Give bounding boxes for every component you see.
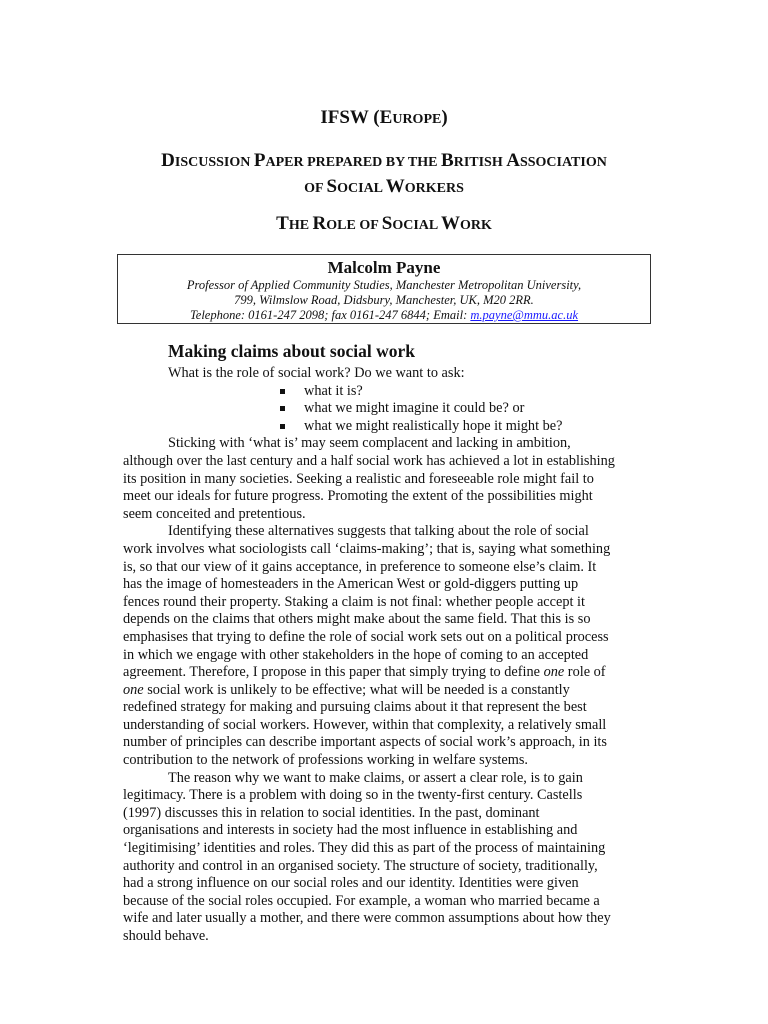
author-affiliation-line-1: Professor of Applied Community Studies, Manchester Metropolitan University, [186,278,582,292]
paragraph-2-rest [123,699,647,769]
intro-question: What is the role of social work? Do we want to ask: [168,365,465,381]
paragraph-1-line: its position in many societies. Seeking a realistic and foreseeable role might fail to [123,470,594,487]
paragraph-2-line: in which we engage with other stakeholders in the hope of coming to an accepted [123,646,589,663]
paragraph-2 [123,523,647,664]
paragraph-3-line: organisations and interests in society had the most influence in establishing and [123,822,578,839]
paper-title-rest-2: OCIAL [392,218,441,233]
bullet-text: what we might imagine it could be? or [304,400,525,417]
paragraph-1-line: seem conceited and pretentious. [123,505,306,522]
subtitle-line-2-rest-0: OF [304,181,327,196]
paper-title-cap-1: R [312,213,327,234]
paragraph-3-line: should behave. [123,928,209,944]
paragraph-3-line: had a strong influence on our social roles and our identity. Identities were given [123,875,579,892]
subtitle-line-1-cap-2: B [441,150,454,171]
paper-title-rest-1: OLE OF [326,218,382,233]
org-title: IFSW (EUROPE) [320,107,448,128]
paragraph-2-line: has the image of homesteaders in the American West or gold-diggers putting up [123,576,579,593]
paragraph-2-line: depends on the claims that others might make about the same field. That this is so [123,611,591,628]
bullet-item [123,400,647,418]
paragraph-2-emph-line: agreement. Therefore, I propose in this paper that simply trying to define one role of [123,664,606,681]
author-name: Malcolm Payne [327,258,441,277]
paragraph-3-line: The reason why we want to make claims, or assert a clear role, is to gain [168,769,583,786]
paragraph-3-line: wife and later usually a mother, and there were common assumptions about how they [123,910,611,927]
paragraph-2-line: contribution to the network of professions working in welfare systems. [123,752,529,769]
body-text [123,365,647,946]
paragraph-1 [123,435,647,523]
subtitle-line-1-cap-1: P [253,150,266,171]
subtitle-line-1-rest-3: SSOCIATION [519,155,607,170]
paragraph-3 [123,770,647,946]
author-box [117,254,651,324]
author-affiliation-line-2: 799, Wilmslow Road, Didsbury, Manchester, UK, M20 2RR. [234,293,534,307]
bullet-text: what it is? [304,382,363,399]
paragraph-3-line: because of the social roles occupied. For example, a woman who married became a [123,892,600,909]
bullet-item [123,383,647,401]
discussion-paper-subtitle [0,149,768,201]
paragraph-2-line: emphasises that trying to define the role of social work sets out on a political process [123,628,609,645]
paragraph-2-line: number of principles can describe important aspects of social work’s approach, in its [123,734,607,751]
subtitle-line-2-rest-1: OCIAL [337,181,386,196]
paragraph-1-line: Sticking with ‘what is’ may seem complacent and lacking in ambition, [168,435,571,452]
bullet-list [123,383,647,436]
subtitle-line-1-cap-3: A [506,150,520,171]
bullet-item [123,418,647,436]
paragraph-3-line: legitimacy. There is a problem with doing so in the twenty-first century. Castells [123,787,583,804]
paragraph-2-line: redefined strategy for making and pursuing claims about it that represent the best [123,699,587,716]
paragraph-3-line: (1997) discusses this in relation to social identities. In the past, dominant [123,804,540,821]
bullet-square-icon [280,424,285,429]
paragraph-2-line: is, so that our view of it gains acceptance, in preference to someone else’s claim. It [123,558,597,575]
paragraph-3-line: authority and control in an organised society. The structure of society, traditionally, [123,857,598,874]
bullet-square-icon [280,389,285,394]
email-link[interactable]: m.payne@mmu.ac.uk [470,308,579,322]
paragraph-2-line: Identifying these alternatives suggests that talking about the role of social [168,523,589,540]
paragraph-2-emph-line-2: one social work is unlikely to be effective; what will be needed is a constantly [123,681,570,698]
paragraph-2-line: work involves what sociologists call ‘claims-making’; that is, saying what something [123,540,611,557]
subtitle-line-1-rest-0: ISCUSSION [174,155,254,170]
bullet-text: what we might realistically hope it might be? [304,417,563,434]
paragraph-1-line: meet our ideals for future progress. Promoting the extent of the possibilities might [123,488,593,505]
paragraph-2-line: fences round their property. Staking a claim is not final: whether people accept it [123,593,585,610]
subtitle-line-2-rest-2: ORKERS [404,181,464,196]
subtitle-line-1-rest-2: RITISH [453,155,507,170]
section-heading: Making claims about social work [168,341,415,361]
author-contact: Telephone: 0161-247 2098; fax 0161-247 6844; Email: m.payne@mmu.ac.uk [189,308,579,322]
paper-title-cap-2: S [381,213,393,234]
paper-title-cap-0: T [276,213,289,234]
paper-title-rest-0: HE [288,218,313,233]
paragraph-2-line: understanding of social workers. However, within that complexity, a relatively small [123,716,607,733]
paper-title-rest-3: ORK [459,218,492,233]
paper-title [0,213,768,235]
subtitle-line-2 [0,175,768,201]
bullet-square-icon [280,406,285,411]
subtitle-line-1-rest-1: APER PREPARED BY THE [265,155,442,170]
subtitle-line-1-cap-0: D [161,150,175,171]
subtitle-line-2-cap-2: W [385,176,405,197]
paragraph-1-line: although over the last century and a half social work has achieved a lot in establishing [123,452,615,469]
subtitle-line-1 [0,149,768,175]
paragraph-3-line: ‘legitimising’ identities and roles. They did this as part of the process of maintaining [123,840,606,857]
subtitle-line-2-cap-1: S [326,176,338,197]
paper-title-cap-3: W [440,213,460,234]
